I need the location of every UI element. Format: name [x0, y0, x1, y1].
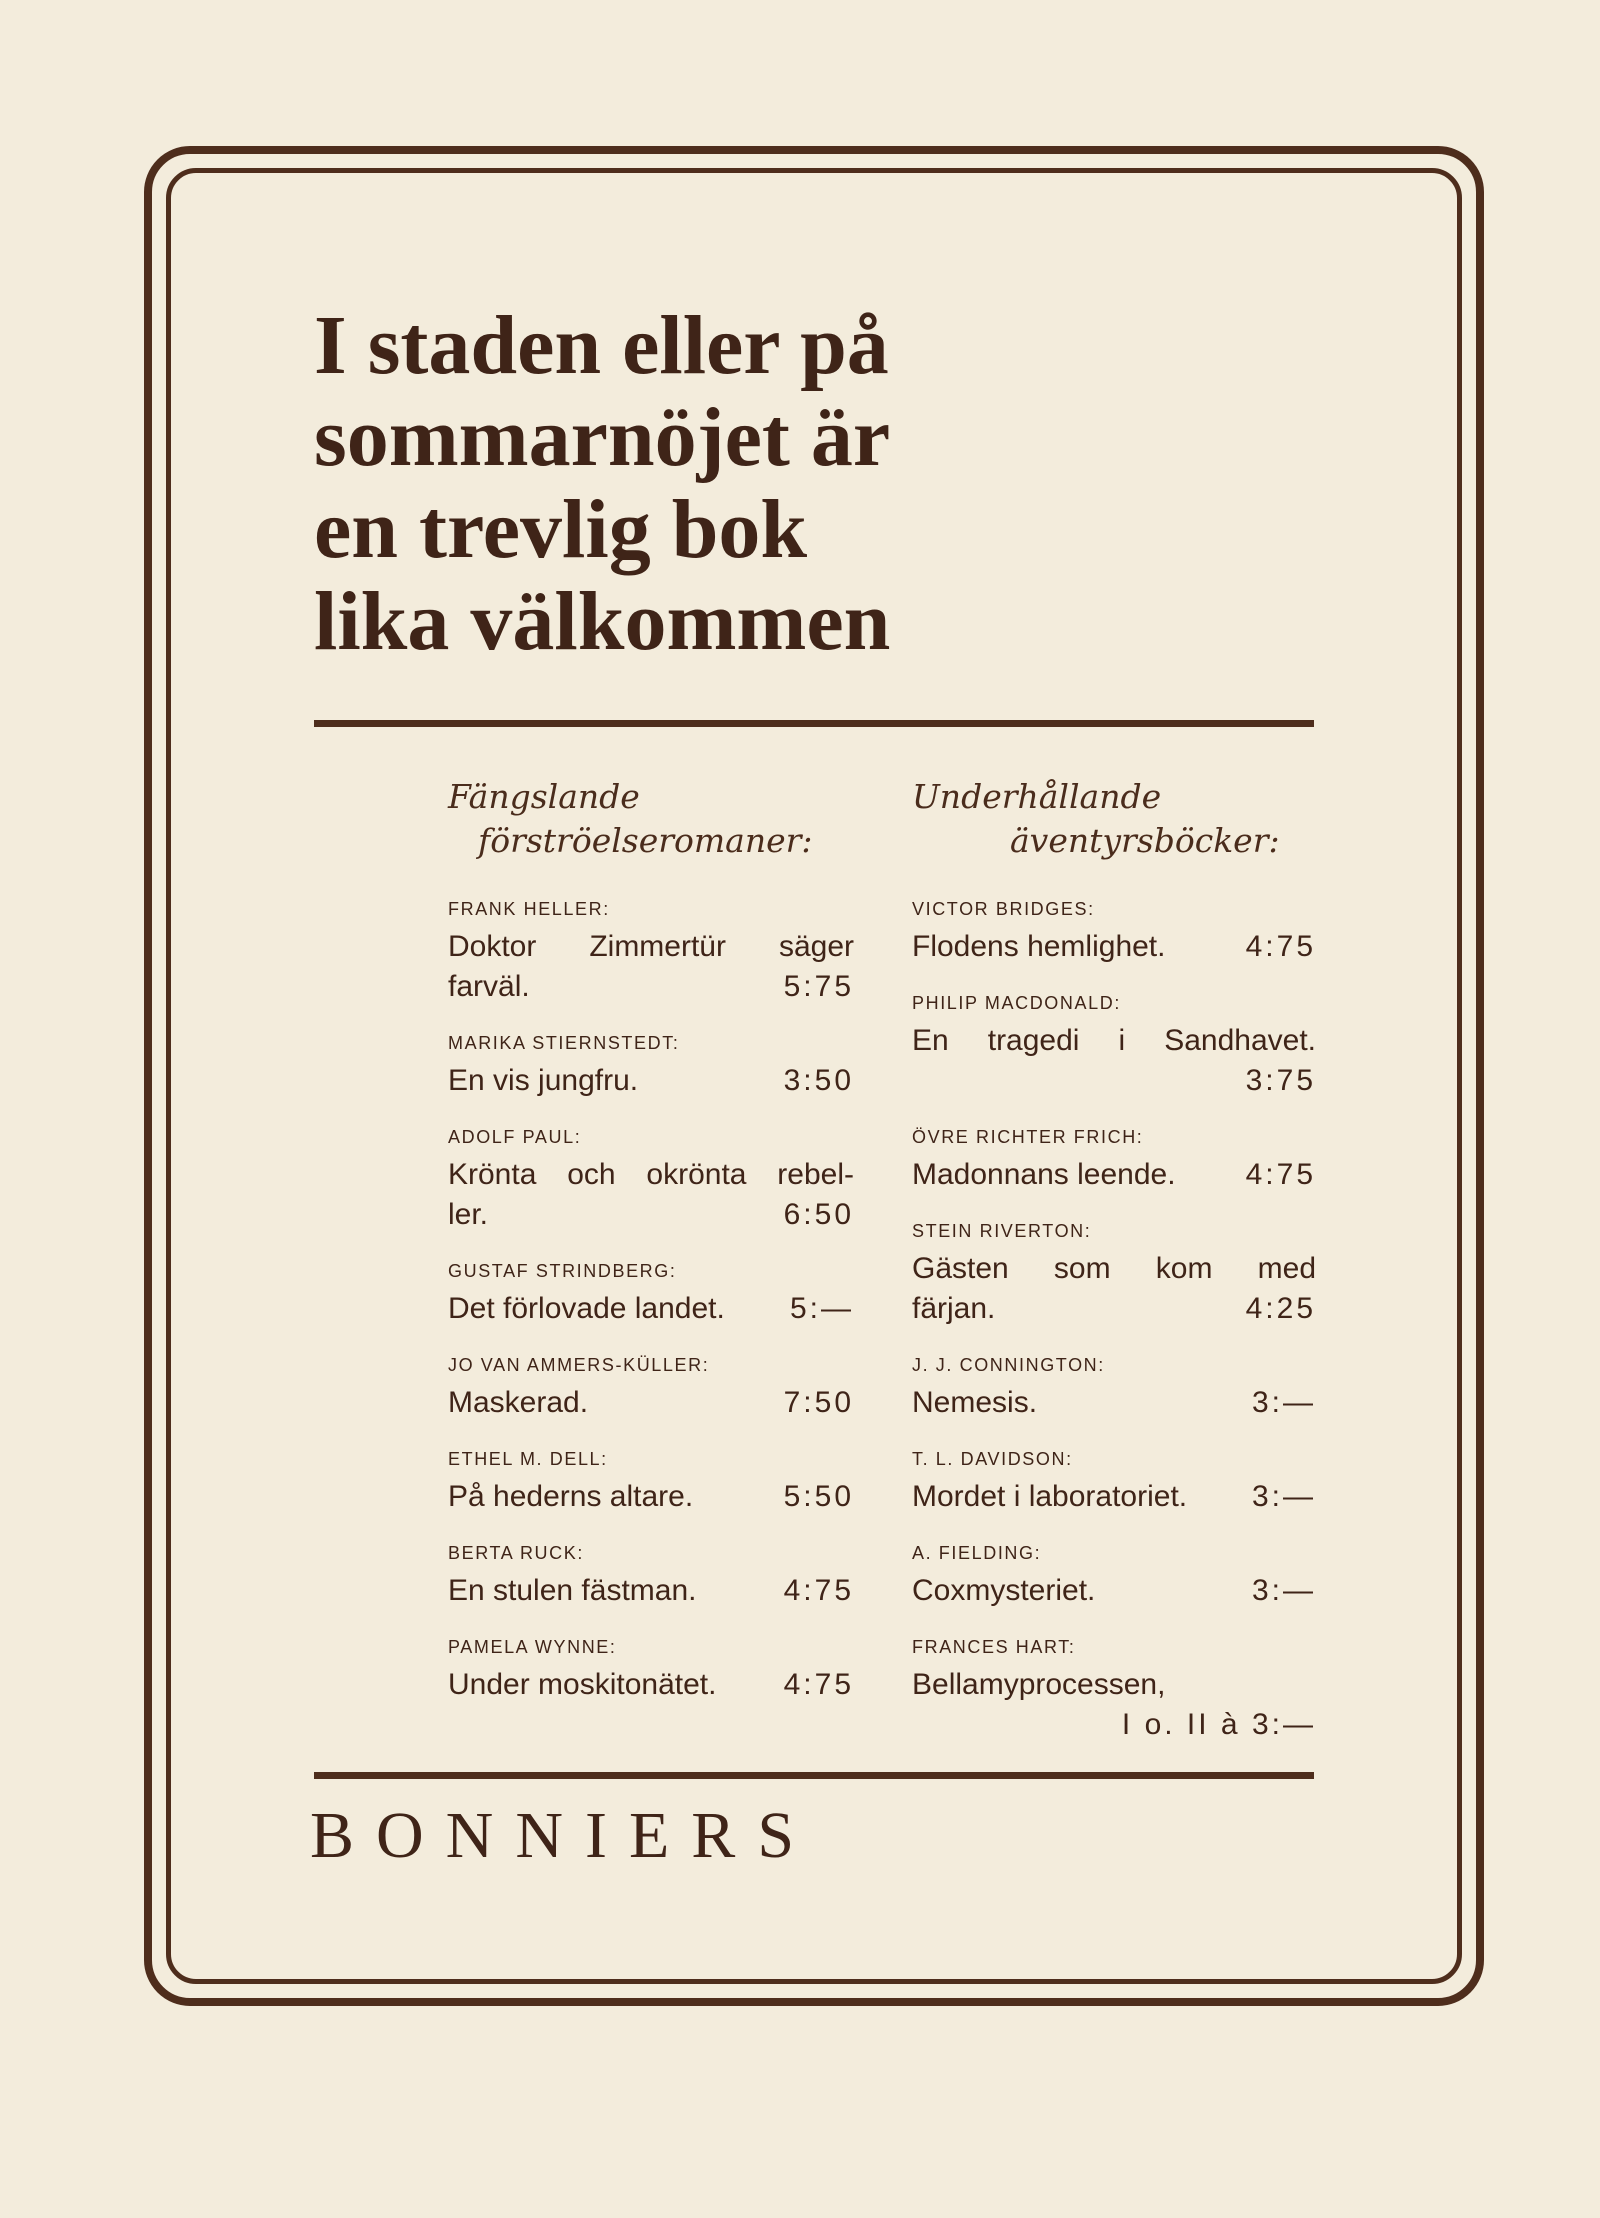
book-author: T. L. DAVIDSON: — [912, 1449, 1073, 1469]
book-entry — [912, 1125, 1316, 1195]
book-entry — [912, 897, 1316, 967]
book-title: Under moskitonätet. — [448, 1668, 717, 1701]
book-price: 3:75 — [1245, 1064, 1316, 1097]
book-price: 6:50 — [783, 1198, 854, 1231]
publisher-name: BONNIERS — [310, 1799, 817, 1872]
right-column — [912, 775, 1316, 1769]
book-price: 7:50 — [783, 1386, 854, 1419]
book-author: PHILIP MACDONALD: — [912, 993, 1121, 1013]
book-price: 3:— — [1251, 1386, 1316, 1419]
book-entry — [912, 991, 1316, 1101]
book-price: 3:— — [1251, 1708, 1316, 1741]
bottom-divider-rule — [314, 1772, 1314, 1779]
left-column-heading: Fängslande förströelseromaner: — [448, 777, 813, 860]
headline-line: en trevlig bok — [314, 483, 808, 576]
book-price: 4:75 — [783, 1668, 854, 1701]
book-price: 4:25 — [1245, 1292, 1316, 1325]
book-title: Flodens hemlighet. — [912, 930, 1166, 963]
book-entry — [448, 1031, 854, 1101]
headline-line: I staden eller på — [314, 299, 889, 392]
book-author: ADOLF PAUL: — [448, 1127, 582, 1147]
book-title: Maskerad. — [448, 1386, 589, 1419]
headline-line: lika välkommen — [314, 575, 891, 668]
book-author: ETHEL M. DELL: — [448, 1449, 608, 1469]
book-price: 5:— — [789, 1292, 854, 1325]
book-title-cont: farväl. — [448, 970, 530, 1003]
book-title: Mordet i laboratoriet. — [912, 1480, 1188, 1513]
book-title: En vis jungfru. — [448, 1064, 639, 1097]
book-author: MARIKA STIERNSTEDT: — [448, 1033, 680, 1053]
book-author: J. J. CONNINGTON: — [912, 1355, 1105, 1375]
book-title: En stulen fästman. — [448, 1574, 697, 1607]
book-title: En tragedi i Sandhavet. — [912, 1024, 1316, 1057]
book-author: FRANK HELLER: — [448, 899, 610, 919]
book-price: 5:50 — [783, 1480, 854, 1513]
book-entry — [912, 1635, 1316, 1745]
book-author: JO VAN AMMERS-KÜLLER: — [448, 1355, 710, 1375]
book-title: Nemesis. — [912, 1386, 1038, 1419]
book-price: 5:75 — [783, 970, 854, 1003]
book-author: BERTA RUCK: — [448, 1543, 584, 1563]
book-title-cont: ler. — [448, 1198, 489, 1231]
book-author: A. FIELDING: — [912, 1543, 1042, 1563]
book-title: På hederns altare. — [448, 1480, 694, 1513]
book-entry — [448, 1541, 854, 1611]
book-entry — [448, 1125, 854, 1235]
book-entry — [912, 1541, 1316, 1611]
book-entry — [448, 1447, 854, 1517]
book-author: STEIN RIVERTON: — [912, 1221, 1092, 1241]
book-author: GUSTAF STRINDBERG: — [448, 1261, 677, 1281]
book-price: 3:— — [1251, 1480, 1316, 1513]
book-author: ÖVRE RICHTER FRICH: — [912, 1127, 1144, 1147]
book-title: Madonnans leende. — [912, 1158, 1176, 1191]
book-price: 4:75 — [1245, 930, 1316, 963]
book-price: 4:75 — [1245, 1158, 1316, 1191]
book-title: Doktor Zimmertür säger — [448, 930, 854, 963]
book-title: Coxmysteriet. — [912, 1574, 1096, 1607]
book-entry — [912, 1219, 1316, 1329]
book-title-cont: färjan. — [912, 1292, 996, 1325]
headline-line: sommarnöjet är — [314, 391, 891, 484]
book-entry — [448, 1259, 854, 1329]
headline — [314, 300, 1074, 668]
book-entry — [448, 1635, 854, 1705]
book-entry — [912, 1447, 1316, 1517]
book-author: PAMELA WYNNE: — [448, 1637, 617, 1657]
book-price: 4:75 — [783, 1574, 854, 1607]
top-divider-rule — [314, 720, 1314, 727]
book-author: FRANCES HART: — [912, 1637, 1076, 1657]
book-title: Det förlovade landet. — [448, 1292, 725, 1325]
book-author: VICTOR BRIDGES: — [912, 899, 1095, 919]
book-price: 3:— — [1251, 1574, 1316, 1607]
book-title: Krönta och okrönta rebel- — [448, 1158, 854, 1191]
book-entry — [448, 897, 854, 1007]
book-title: Gästen som kom med — [912, 1252, 1316, 1285]
right-column-heading: Underhållande äventyrsböcker: — [912, 777, 1280, 860]
left-column — [448, 775, 854, 1729]
book-price: 3:50 — [783, 1064, 854, 1097]
book-entry — [448, 1353, 854, 1423]
book-entry — [912, 1353, 1316, 1423]
book-title: Bellamyprocessen, — [912, 1668, 1166, 1701]
book-volumes: I o. II à — [1121, 1708, 1241, 1741]
